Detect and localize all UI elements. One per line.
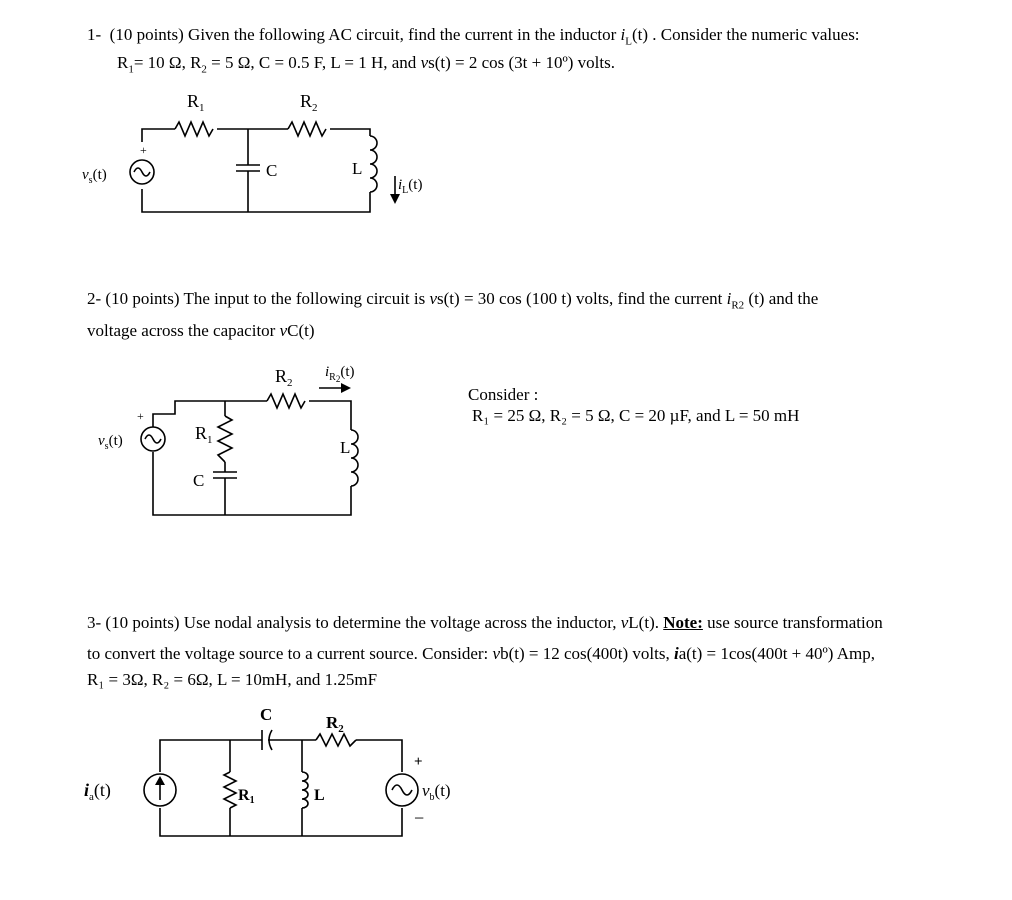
problem-3-l-text: L — [314, 787, 325, 804]
problem-2-vc-rest: C(t) — [287, 321, 315, 340]
problem-1-line-1 — [87, 25, 860, 51]
problem-3-note: Note: — [663, 613, 703, 632]
problem-1-number: 1- — [87, 25, 102, 44]
problem-3-line-2-text-b: b(t) = 12 cos(400t) volts, — [500, 644, 674, 663]
problem-2-capacitor — [213, 472, 237, 478]
problem-1-r2-sub: 2 — [201, 63, 207, 76]
problem-1-c-text: C — [266, 161, 278, 180]
problem-3-vb-symbol: v — [492, 644, 501, 663]
problem-2-consider-title: Consider : — [468, 385, 539, 404]
problem-1-line-2 — [117, 53, 615, 79]
problem-3-ia-label: $i_a(t)$ — [84, 780, 111, 803]
problem-2-inductor — [351, 430, 358, 486]
problem-1-inductor-current-sub: L — [625, 35, 632, 48]
problem-2-c-text: C — [193, 471, 205, 490]
problem-3-line-2-text-c: a(t) = 1cos(400t + 40º) Amp, — [678, 644, 876, 663]
problem-3-line-1 — [87, 613, 883, 633]
problem-2-line-1 — [87, 289, 818, 315]
problem-2-source-label: $v_s(t)$ — [98, 433, 123, 452]
problem-1-values-b: s(t) = 2 cos (3t + 10º) volts. — [428, 53, 615, 72]
problem-3-line-2 — [87, 644, 875, 664]
problem-3-vb-plus: + — [414, 754, 423, 770]
problem-1-inductor-current-symbol: i — [620, 25, 626, 44]
problem-3-text-c: use source transformation — [702, 613, 883, 632]
problem-2-l-text: L — [340, 438, 351, 457]
problem-3-line-2-text-a: to convert the voltage source to a current source. Consider: — [87, 644, 493, 663]
problem-3-vb-label: $v_b(t)$ — [422, 781, 451, 803]
problem-2-r1-resistor — [218, 416, 232, 462]
problem-2-text-b: s(t) = 30 cos (100 t) volts, find the current — [437, 289, 727, 308]
problem-2-current-label: $i_R2(t)$ — [325, 364, 355, 384]
problem-2-circuit-diagram — [95, 360, 395, 530]
problem-3-inductor — [302, 772, 308, 808]
problem-1-l-text: L — [352, 159, 363, 178]
problem-3-circuit-diagram — [80, 700, 480, 850]
problem-1-circuit-diagram — [80, 88, 440, 223]
problem-1-source-plus: + — [140, 143, 147, 157]
problem-3-c-text: C — [260, 705, 273, 724]
problem-3-r2-resistor — [316, 734, 356, 746]
problem-2-vs-symbol: v — [429, 289, 438, 308]
problem-1-text-b: (t) . Consider the numeric values: — [631, 25, 860, 44]
problem-2-r1-text: $R_1$ — [195, 423, 213, 446]
problem-1-r1-text: $R_1$ — [187, 91, 205, 114]
problem-1-values-a: = 5 Ω, C = 0.5 F, L = 1 H, and — [206, 53, 421, 72]
problem-1-text-a: (10 points) Given the following AC circuit, find the current in the inductor — [109, 25, 621, 44]
problem-2-current-symbol: i — [726, 289, 732, 308]
problem-3-r1-resistor — [224, 772, 236, 808]
problem-3-vl-symbol: v — [620, 613, 629, 632]
problem-1-source-label: $v_s(t)$ — [82, 167, 107, 186]
problem-2-r2-resistor — [267, 394, 305, 408]
problem-1-r1-resistor — [175, 122, 213, 136]
problem-3-vb-minus: − — [414, 808, 425, 828]
problem-2-text-c: (t) and the — [744, 289, 819, 308]
problem-2-text-a: 2- (10 points) The input to the following circuit is — [87, 289, 430, 308]
problem-3-text-b: L(t). — [628, 613, 664, 632]
problem-1-r2-resistor — [288, 122, 326, 136]
problem-1-r1-value: = 10 Ω, R — [133, 53, 202, 72]
problem-2-current-sub: R2 — [731, 299, 745, 312]
problem-1-current-label: $i_L(t)$ — [398, 177, 423, 196]
problem-1-vs-symbol: v — [420, 53, 429, 72]
problem-3-r1-text: R1 — [238, 787, 255, 806]
problem-2-source-plus: + — [137, 409, 144, 423]
problem-1-r1-label: R — [117, 53, 129, 72]
problem-1-r2-text: $R_2$ — [300, 91, 318, 114]
problem-2-vc-symbol: v — [279, 321, 288, 340]
problem-2-line-2-text: voltage across the capacitor — [87, 321, 280, 340]
problem-3-ia-symbol: i — [673, 644, 679, 663]
problem-1-inductor — [370, 136, 377, 192]
problem-3-text-a: 3- (10 points) Use nodal analysis to determine the voltage across the inductor, — [87, 613, 621, 632]
problem-1-capacitor — [236, 165, 260, 171]
problem-2-r2-text: $R_2$ — [275, 366, 293, 389]
problem-3-r2-text: $R_2$ — [326, 713, 344, 735]
problem-1-r1-sub: 1 — [128, 63, 134, 76]
problem-3-line-3: R₁ = 3Ω, R₂ = 6Ω, L = 10mH, and 1.25mF — [87, 670, 378, 689]
problem-2-consider-values: R₁ = 25 Ω, R₂ = 5 Ω, C = 20 µF, and L = 50 mH — [472, 406, 800, 425]
problem-2-line-2 — [87, 321, 315, 341]
